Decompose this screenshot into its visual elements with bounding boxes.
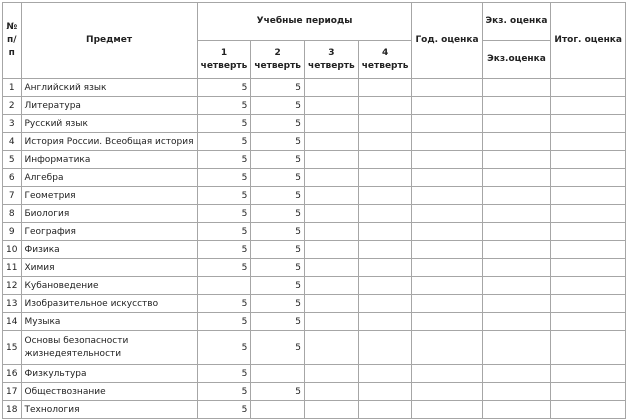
quarter-3-grade (305, 313, 359, 331)
quarter-2-grade: 5 (251, 223, 305, 241)
exam-grade-cell (482, 277, 551, 295)
exam-grade-cell (482, 331, 551, 365)
row-number: 2 (3, 97, 22, 115)
quarter-4-grade (358, 115, 412, 133)
subject-name: Геометрия (21, 187, 197, 205)
header-num-line: п (8, 48, 15, 58)
quarter-2-grade: 5 (251, 383, 305, 401)
year-grade-cell (412, 259, 482, 277)
quarter-4-grade (358, 97, 412, 115)
grades-table (2, 2, 626, 419)
exam-grade-cell (482, 383, 551, 401)
exam-grade-cell (482, 401, 551, 419)
quarter-1-grade: 5 (197, 205, 251, 223)
quarter-2-grade: 5 (251, 115, 305, 133)
header-quarter-3 (305, 41, 359, 79)
row-number: 13 (3, 295, 22, 313)
quarter-3-grade (305, 187, 359, 205)
quarter-label: четверть (308, 60, 355, 71)
quarter-4-grade (358, 365, 412, 383)
quarter-2-grade: 5 (251, 259, 305, 277)
row-number: 12 (3, 277, 22, 295)
table-row (3, 187, 626, 205)
row-number: 6 (3, 169, 22, 187)
table-row (3, 97, 626, 115)
quarter-label: четверть (200, 60, 248, 71)
quarter-3-grade (305, 115, 359, 133)
quarter-2-grade: 5 (251, 295, 305, 313)
table-row (3, 401, 626, 419)
quarter-1-grade: 5 (197, 383, 251, 401)
quarter-1-grade (197, 277, 251, 295)
final-grade-cell (551, 205, 626, 223)
table-row (3, 365, 626, 383)
header-quarter-2 (251, 41, 305, 79)
row-number: 17 (3, 383, 22, 401)
quarter-4-grade (358, 401, 412, 419)
row-number: 5 (3, 151, 22, 169)
quarter-number: 4 (381, 47, 389, 58)
quarter-1-grade: 5 (197, 241, 251, 259)
exam-grade-cell (482, 205, 551, 223)
quarter-2-grade: 5 (251, 187, 305, 205)
quarter-3-grade (305, 401, 359, 419)
quarter-4-grade (358, 241, 412, 259)
exam-grade-cell (482, 97, 551, 115)
year-grade-cell (412, 97, 482, 115)
final-grade-cell (551, 115, 626, 133)
final-grade-cell (551, 169, 626, 187)
table-row (3, 169, 626, 187)
quarter-2-grade: 5 (251, 79, 305, 97)
header-quarter-1 (197, 41, 251, 79)
table-row (3, 223, 626, 241)
final-grade-cell (551, 401, 626, 419)
subject-name: Основы безопасности жизнедеятельности (21, 331, 197, 365)
year-grade-cell (412, 169, 482, 187)
exam-grade-cell (482, 151, 551, 169)
quarter-4-grade (358, 169, 412, 187)
row-number: 8 (3, 205, 22, 223)
year-grade-cell (412, 115, 482, 133)
quarter-number: 3 (328, 47, 335, 58)
quarter-4-grade (358, 205, 412, 223)
final-grade-cell (551, 295, 626, 313)
quarter-2-grade: 5 (251, 277, 305, 295)
row-number: 18 (3, 401, 22, 419)
quarter-4-grade (358, 331, 412, 365)
table-row (3, 259, 626, 277)
year-grade-cell (412, 151, 482, 169)
subject-name: Литература (21, 97, 197, 115)
subject-name: Информатика (21, 151, 197, 169)
year-grade-cell (412, 205, 482, 223)
quarter-3-grade (305, 205, 359, 223)
quarter-1-grade: 5 (197, 115, 251, 133)
quarter-2-grade: 5 (251, 133, 305, 151)
quarter-1-grade: 5 (197, 259, 251, 277)
exam-grade-cell (482, 259, 551, 277)
row-number: 4 (3, 133, 22, 151)
quarter-3-grade (305, 223, 359, 241)
subject-name: Физика (21, 241, 197, 259)
subject-name: История России. Всеобщая история (21, 133, 197, 151)
subject-name: География (21, 223, 197, 241)
final-grade-cell (551, 383, 626, 401)
quarter-4-grade (358, 133, 412, 151)
exam-grade-cell (482, 133, 551, 151)
quarter-4-grade (358, 259, 412, 277)
final-grade-cell (551, 151, 626, 169)
header-quarter-4 (358, 41, 412, 79)
final-grade-cell (551, 187, 626, 205)
quarter-1-grade: 5 (197, 365, 251, 383)
table-row (3, 133, 626, 151)
year-grade-cell (412, 295, 482, 313)
subject-name: Изобразительное искусство (21, 295, 197, 313)
row-number: 9 (3, 223, 22, 241)
subject-name: Обществознание (21, 383, 197, 401)
quarter-4-grade (358, 383, 412, 401)
quarter-1-grade: 5 (197, 295, 251, 313)
subject-name: Технология (21, 401, 197, 419)
subject-name: Химия (21, 259, 197, 277)
subject-name: Алгебра (21, 169, 197, 187)
table-row (3, 383, 626, 401)
final-grade-cell (551, 223, 626, 241)
header-num-line: п/ (6, 35, 17, 45)
exam-grade-cell (482, 223, 551, 241)
year-grade-cell (412, 383, 482, 401)
row-number: 14 (3, 313, 22, 331)
quarter-label: четверть (361, 60, 409, 71)
quarter-4-grade (358, 223, 412, 241)
quarter-label: четверть (254, 60, 301, 71)
table-row (3, 331, 626, 365)
exam-grade-cell (482, 187, 551, 205)
year-grade-cell (412, 365, 482, 383)
quarter-1-grade: 5 (197, 133, 251, 151)
year-grade-cell (412, 79, 482, 97)
quarter-3-grade (305, 241, 359, 259)
final-grade-cell (551, 241, 626, 259)
exam-grade-cell (482, 115, 551, 133)
quarter-3-grade (305, 259, 359, 277)
subject-name: Кубановедение (21, 277, 197, 295)
final-grade-cell (551, 79, 626, 97)
quarter-3-grade (305, 365, 359, 383)
grades-body (3, 79, 626, 419)
quarter-2-grade: 5 (251, 241, 305, 259)
table-row (3, 277, 626, 295)
header-num-line: № (6, 22, 18, 32)
row-number: 1 (3, 79, 22, 97)
header-final-grade: Итог. оценка (551, 3, 626, 79)
table-row (3, 115, 626, 133)
row-number: 3 (3, 115, 22, 133)
final-grade-cell (551, 133, 626, 151)
subject-name: Биология (21, 205, 197, 223)
exam-grade-cell (482, 313, 551, 331)
quarter-3-grade (305, 151, 359, 169)
final-grade-cell (551, 277, 626, 295)
row-number: 15 (3, 331, 22, 365)
table-row (3, 295, 626, 313)
year-grade-cell (412, 223, 482, 241)
year-grade-cell (412, 133, 482, 151)
exam-grade-cell (482, 241, 551, 259)
quarter-4-grade (358, 79, 412, 97)
quarter-4-grade (358, 313, 412, 331)
quarter-1-grade: 5 (197, 187, 251, 205)
quarter-2-grade: 5 (251, 205, 305, 223)
quarter-3-grade (305, 383, 359, 401)
quarter-1-grade: 5 (197, 401, 251, 419)
quarter-3-grade (305, 133, 359, 151)
quarter-3-grade (305, 97, 359, 115)
quarter-3-grade (305, 331, 359, 365)
table-row (3, 205, 626, 223)
quarter-2-grade: 5 (251, 331, 305, 365)
row-number: 10 (3, 241, 22, 259)
subject-name: Русский язык (21, 115, 197, 133)
year-grade-cell (412, 331, 482, 365)
table-row (3, 241, 626, 259)
quarter-1-grade: 5 (197, 97, 251, 115)
year-grade-cell (412, 313, 482, 331)
exam-grade-cell (482, 295, 551, 313)
exam-grade-cell (482, 79, 551, 97)
year-grade-cell (412, 241, 482, 259)
header-year-grade: Год. оценка (412, 3, 482, 79)
quarter-3-grade (305, 277, 359, 295)
header-exam-grade-sub: Экз.оценка (482, 41, 551, 79)
year-grade-cell (412, 401, 482, 419)
subject-name: Музыка (21, 313, 197, 331)
quarter-2-grade: 5 (251, 151, 305, 169)
final-grade-cell (551, 313, 626, 331)
table-row (3, 313, 626, 331)
subject-name: Английский язык (21, 79, 197, 97)
header-subject: Предмет (21, 3, 197, 79)
quarter-1-grade: 5 (197, 151, 251, 169)
table-row (3, 151, 626, 169)
year-grade-cell (412, 277, 482, 295)
quarter-1-grade: 5 (197, 331, 251, 365)
final-grade-cell (551, 331, 626, 365)
quarter-3-grade (305, 169, 359, 187)
quarter-1-grade: 5 (197, 223, 251, 241)
final-grade-cell (551, 97, 626, 115)
final-grade-cell (551, 259, 626, 277)
quarter-2-grade: 5 (251, 169, 305, 187)
quarter-3-grade (305, 79, 359, 97)
quarter-1-grade: 5 (197, 169, 251, 187)
quarter-2-grade (251, 401, 305, 419)
quarter-2-grade (251, 365, 305, 383)
quarter-2-grade: 5 (251, 313, 305, 331)
quarter-1-grade: 5 (197, 313, 251, 331)
quarter-3-grade (305, 295, 359, 313)
year-grade-cell (412, 187, 482, 205)
row-number: 11 (3, 259, 22, 277)
quarter-1-grade: 5 (197, 79, 251, 97)
row-number: 7 (3, 187, 22, 205)
exam-grade-cell (482, 365, 551, 383)
table-row (3, 79, 626, 97)
exam-grade-cell (482, 169, 551, 187)
header-periods: Учебные периоды (197, 3, 412, 41)
header-exam-grade: Экз. оценка (482, 3, 551, 41)
quarter-number: 2 (274, 47, 281, 58)
quarter-2-grade: 5 (251, 97, 305, 115)
quarter-4-grade (358, 295, 412, 313)
final-grade-cell (551, 365, 626, 383)
header-num (3, 3, 22, 79)
row-number: 16 (3, 365, 22, 383)
quarter-4-grade (358, 187, 412, 205)
subject-name: Физкультура (21, 365, 197, 383)
quarter-number: 1 (220, 47, 228, 58)
quarter-4-grade (358, 151, 412, 169)
quarter-4-grade (358, 277, 412, 295)
